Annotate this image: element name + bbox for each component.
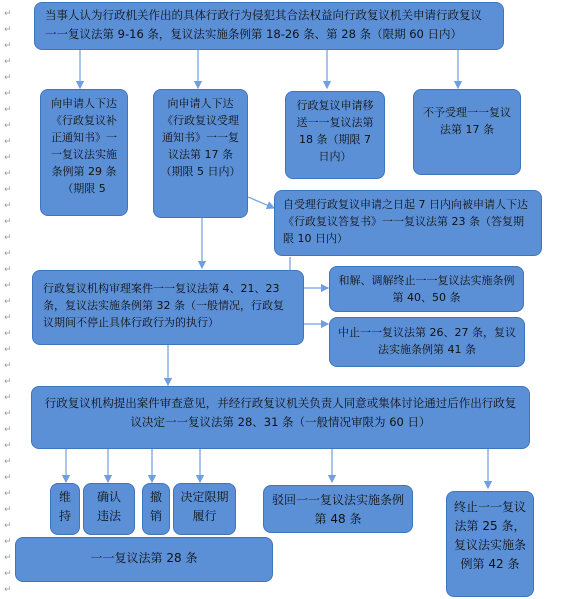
node-acceptance-notice: 向申请人下达《行政复议受理通知书》一一复议法第 17 条（期限 5 日内）	[153, 89, 248, 218]
node-settle: 和解、调解终止一一复议法实施条例第 40、50 条	[329, 266, 524, 312]
paragraph-mark-icon: ↵	[4, 169, 12, 179]
paragraph-mark-icon: ↵	[4, 25, 12, 35]
node-confirm-illegal: 确认违法	[83, 483, 135, 535]
paragraph-mark-icon: ↵	[4, 569, 12, 579]
paragraph-mark-icon: ↵	[4, 521, 12, 531]
paragraph-mark-icon: ↵	[4, 233, 12, 243]
paragraph-mark-icon: ↵	[4, 121, 12, 131]
paragraph-mark-icon: ↵	[4, 329, 12, 339]
paragraph-mark-icon: ↵	[4, 265, 12, 275]
node-review: 行政复议机构审理案件一一复议法第 4、21、23 条，复议法实施条例第 32 条（一般情况，行政复议期间不停止具体行政行为的执行）	[32, 270, 304, 345]
node-application: 当事人认为行政机关作出的具体行政行为侵犯其合法权益向行政复议机关申请行政复议 一一复议法第 9-16 条，复议法实施条例第 18-26 条、第 28 条（限期 60 日内）	[34, 2, 504, 50]
paragraph-mark-icon: ↵	[4, 153, 12, 163]
paragraph-mark-icon: ↵	[4, 409, 12, 419]
paragraph-mark-icon: ↵	[4, 393, 12, 403]
paragraph-mark-icon: ↵	[4, 41, 12, 51]
node-decision: 行政复议机构提出案件审查意见，并经行政复议机关负责人同意或集体讨论通过后作出行政复议决定一一复议法第 28、31 条（一般情况审限为 60 日）	[31, 386, 530, 449]
paragraph-mark-icon: ↵	[4, 105, 12, 115]
arrow-acceptance-reply	[248, 197, 274, 208]
node-perform-deadline: 决定限期履行	[173, 483, 236, 535]
paragraph-mark-icon: ↵	[4, 185, 12, 195]
paragraph-mark-icon: ↵	[4, 489, 12, 499]
node-reject: 不予受理一一复议法第 17 条	[413, 89, 521, 175]
paragraph-mark-icon: ↵	[4, 9, 12, 19]
paragraph-mark-icon: ↵	[4, 457, 12, 467]
node-maintain: 维持	[50, 483, 80, 535]
paragraph-mark-icon: ↵	[4, 441, 12, 451]
paragraph-mark-icon: ↵	[4, 537, 12, 547]
node-law-28: 一一复议法第 28 条	[15, 537, 273, 582]
node-revoke: 撤销	[142, 483, 170, 535]
paragraph-mark-icon: ↵	[4, 281, 12, 291]
paragraph-mark-icon: ↵	[4, 425, 12, 435]
paragraph-mark-icon: ↵	[4, 313, 12, 323]
paragraph-mark-icon: ↵	[4, 249, 12, 259]
paragraph-mark-icon: ↵	[4, 137, 12, 147]
node-correction-notice: 向申请人下达《行政复议补正通知书》一一复议法实施条例第 29 条（期限 5	[40, 89, 128, 216]
node-dismiss: 驳回一一复议法实施条例第 48 条	[263, 485, 413, 533]
paragraph-mark-icon: ↵	[4, 505, 12, 515]
paragraph-mark-icon: ↵	[4, 201, 12, 211]
node-reply-notice: 自受理行政复议申请之日起 7 日内向被申请人下达《行政复议答复书》一一复议法第 23 条（答复期限 10 日内）	[274, 190, 542, 256]
paragraph-mark-icon: ↵	[4, 585, 12, 595]
paragraph-mark-icon: ↵	[4, 553, 12, 563]
paragraph-mark-icon: ↵	[4, 57, 12, 67]
paragraph-mark-icon: ↵	[4, 361, 12, 371]
paragraph-mark-icon: ↵	[4, 297, 12, 307]
paragraph-mark-icon: ↵	[4, 89, 12, 99]
node-suspend: 中止一一复议法第 26、27 条，复议法实施条例第 41 条	[329, 317, 525, 367]
node-terminate: 终止一一复议法第 25 条，复议法实施条例第 42 条	[446, 491, 534, 597]
paragraph-mark-icon: ↵	[4, 217, 12, 227]
paragraph-mark-icon: ↵	[4, 377, 12, 387]
paragraph-mark-icon: ↵	[4, 73, 12, 83]
paragraph-mark-icon: ↵	[4, 473, 12, 483]
paragraph-mark-icon: ↵	[4, 345, 12, 355]
node-transfer: 行政复议申请移送一一复议法第 18 条（期限 7 日内）	[285, 91, 385, 179]
